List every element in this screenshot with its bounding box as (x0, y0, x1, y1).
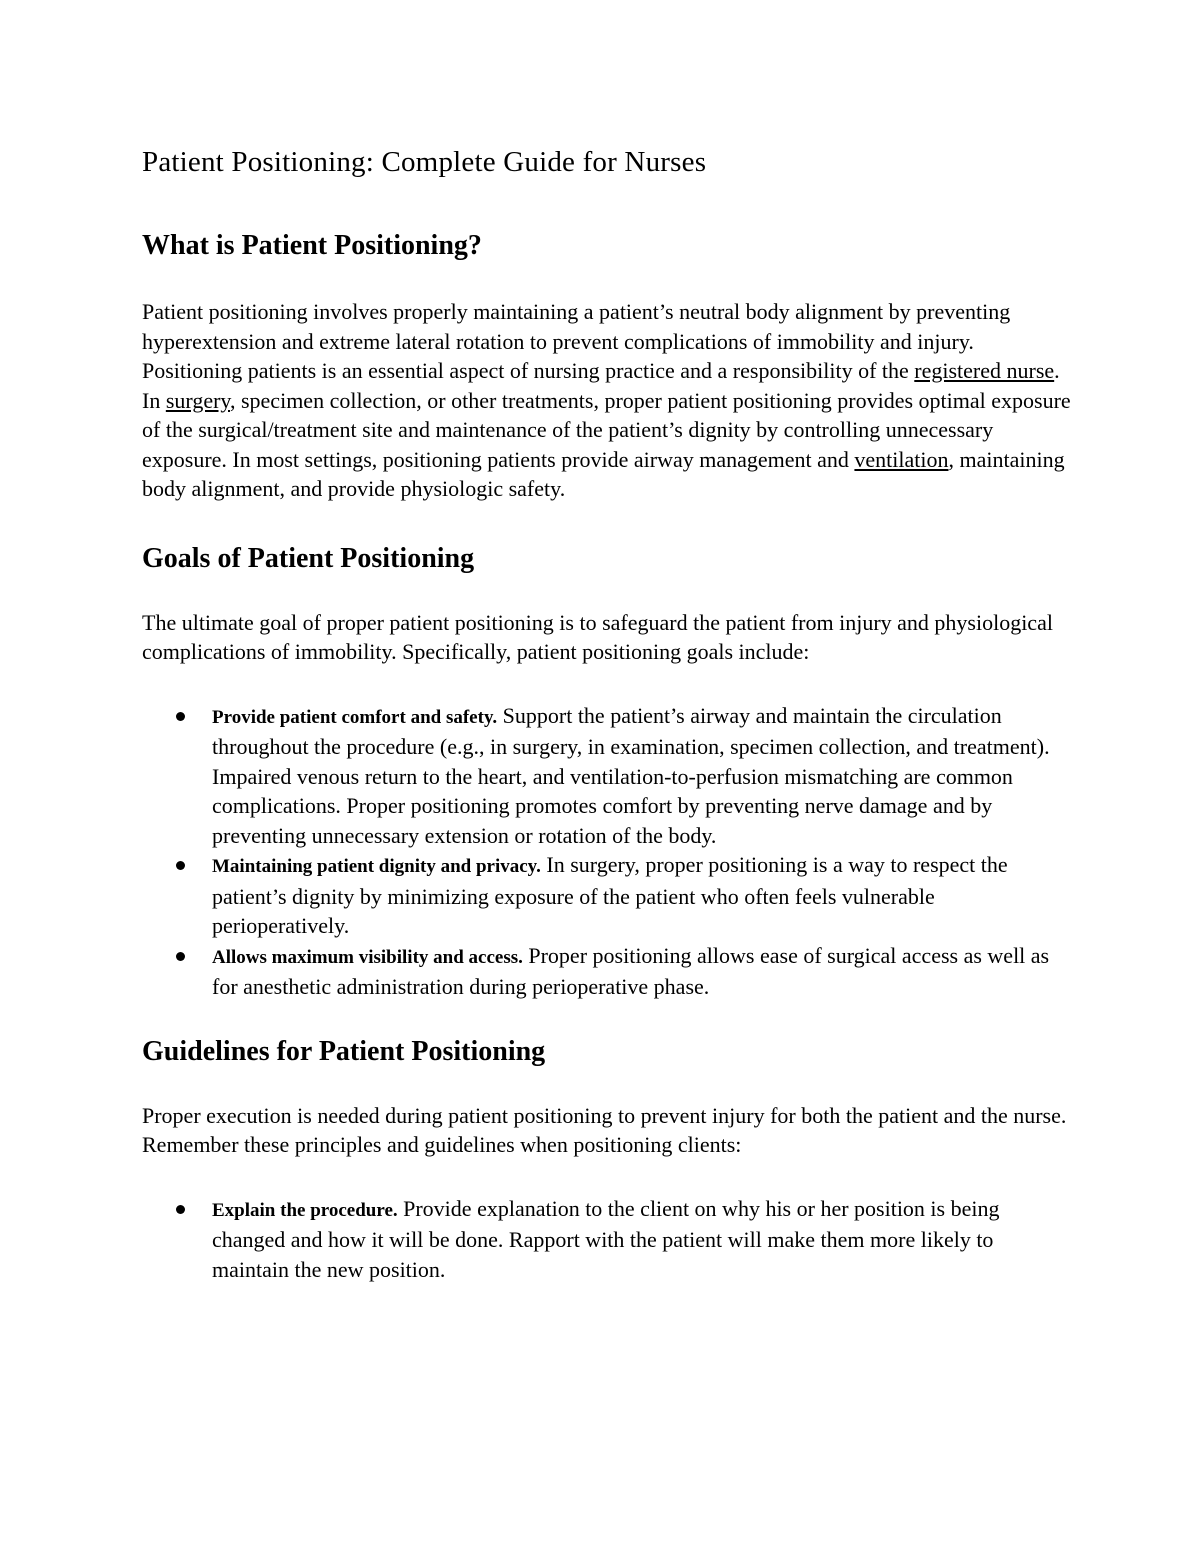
list-item (142, 941, 1072, 1002)
list-item-lead: Allows maximum visibility and access. (212, 946, 523, 968)
paragraph-text: , specimen collection, or other treatments, proper patient positioning provides optimal exposure of the surgical/treatment site and maintenance of the patient’s dignity by controlling unnecessary exposure. In most settings, positioning patients provide airway management and (142, 387, 1071, 472)
heading-what-is: What is Patient Positioning? (142, 230, 482, 261)
bullet-icon (176, 861, 185, 870)
list-item-lead: Provide patient comfort and safety. (212, 706, 498, 728)
list-item-text: In surgery, proper positioning is a way to respect the patient’s dignity by minimizing exposure of the patient who often feels vulnerable perioperatively. (212, 852, 1008, 938)
guidelines-list (142, 1194, 1072, 1285)
paragraph-text: . In (142, 358, 1060, 413)
paragraph-text: Patient positioning involves properly maintaining a patient’s neutral body alignment by preventing hyperextension and extreme lateral rotation to prevent complications of immobility and injury. Positioning patients is an essential aspect of nursing practice and a responsibility of the (142, 299, 1011, 383)
link-surgery[interactable]: surgery (165, 387, 230, 413)
document-page (142, 138, 1072, 1284)
bullet-icon (176, 1205, 185, 1214)
list-item-text: Support the patient’s airway and maintain the circulation throughout the procedure (e.g., in surgery, in examination, specimen collection, and treatment). Impaired venous return to the heart, and ventilation-to-perfusion mismatching are common complications. Proper positioning promotes comfort by preventing nerve damage and by preventing unnecessary extension or rotation of the body. (212, 702, 1050, 848)
heading-goals: Goals of Patient Positioning (142, 542, 475, 574)
paragraph-what-is (142, 297, 1072, 504)
list-item-lead: Maintaining patient dignity and privacy. (212, 856, 541, 877)
bullet-icon (176, 952, 185, 961)
link-registered-nurse[interactable]: registered nurse (914, 358, 1055, 383)
list-item (142, 1194, 1072, 1285)
bullet-icon (176, 712, 185, 721)
heading-guidelines: Guidelines for Patient Positioning (142, 1035, 546, 1067)
paragraph-goals-intro: The ultimate goal of proper patient positioning is to safeguard the patient from injury and physiological complications of immobility. Specifically, patient positioning goals include: (142, 609, 1053, 664)
document-title: Patient Positioning: Complete Guide for Nurses (142, 146, 707, 178)
paragraph-text: , maintaining body alignment, and provide physiologic safety. (142, 446, 1065, 501)
list-item-lead: Explain the procedure. (212, 1199, 398, 1221)
goals-list (142, 701, 1072, 1002)
paragraph-guidelines-intro: Proper execution is needed during patient positioning to prevent injury for both the patient and the nurse. Remember these principles and guidelines when positioning clients: (142, 1102, 1067, 1157)
link-ventilation[interactable]: ventilation (854, 446, 949, 472)
list-item-text: Proper positioning allows ease of surgical access as well as for anesthetic administration during perioperative phase. (212, 942, 1050, 999)
list-item-text: Provide explanation to the client on why his or her position is being changed and how it will be done. Rapport with the patient will make them more likely to maintain the new position. (212, 1195, 1000, 1282)
list-item (142, 850, 1072, 941)
list-item (142, 701, 1072, 851)
